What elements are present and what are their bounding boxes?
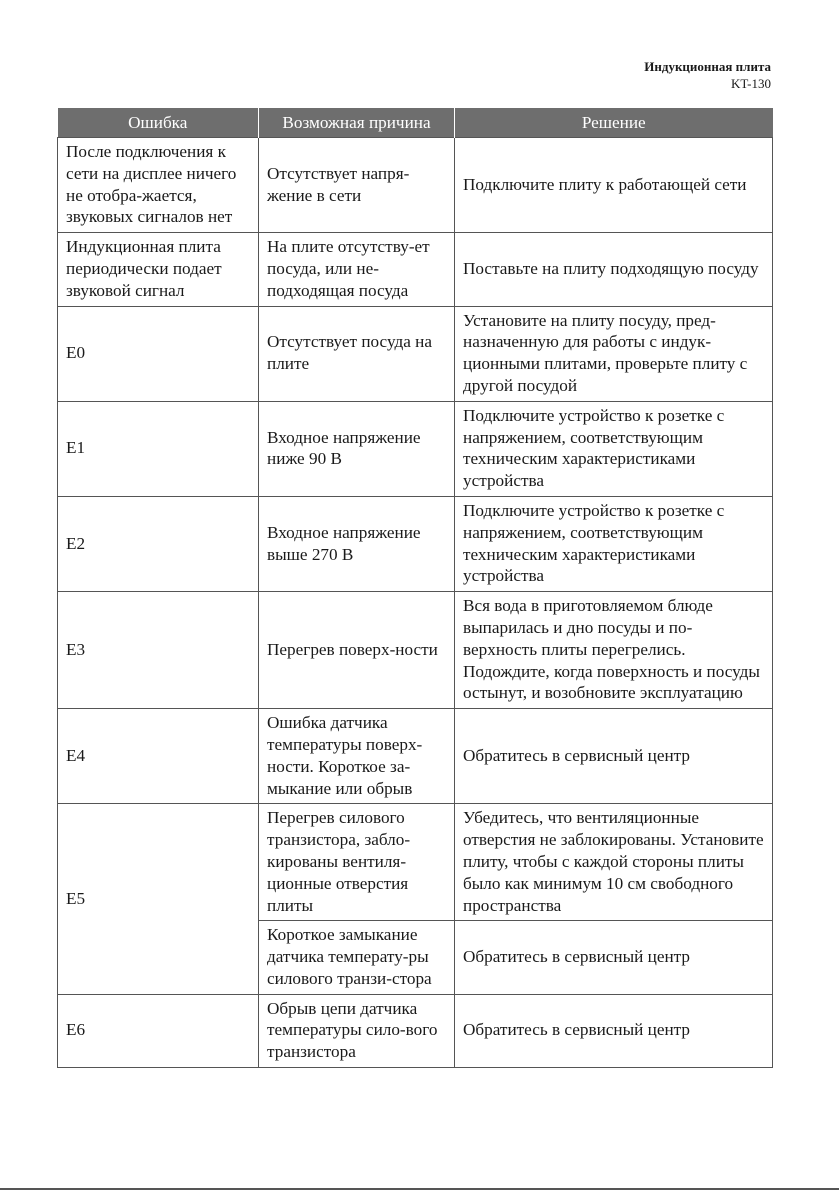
column-header-cause: Возможная причина bbox=[259, 108, 455, 138]
cause-cell: Перегрев поверх-ности bbox=[259, 592, 455, 709]
solution-cell: Убедитесь, что вентиляционные отверстия не заблокированы. Установите плиту, чтобы с каждой стороны плиты было как минимум 10 см свободного пространства bbox=[455, 804, 773, 921]
column-header-error: Ошибка bbox=[58, 108, 259, 138]
cause-cell: Ошибка датчика температуры поверх-ности. Короткое за-мыкание или обрыв bbox=[259, 709, 455, 804]
error-cell: E3 bbox=[58, 592, 259, 709]
error-cell: После подключения к сети на дисплее ничего не отобра-жается, звуковых сигналов нет bbox=[58, 138, 259, 233]
solution-cell: Поставьте на плиту подходящую посуду bbox=[455, 233, 773, 306]
table-row bbox=[58, 138, 773, 233]
error-cell: Индукционная плита периодически подает звуковой сигнал bbox=[58, 233, 259, 306]
error-cell: E4 bbox=[58, 709, 259, 804]
table-row bbox=[58, 306, 773, 401]
cause-cell: Входное напряжение выше 270 В bbox=[259, 496, 455, 591]
cause-cell: Обрыв цепи датчика температуры сило-вого транзистора bbox=[259, 994, 455, 1067]
error-cell: E1 bbox=[58, 401, 259, 496]
cause-cell: Отсутствует напря-жение в сети bbox=[259, 138, 455, 233]
cause-cell: Входное напряжение ниже 90 В bbox=[259, 401, 455, 496]
error-cell: E0 bbox=[58, 306, 259, 401]
page-header bbox=[644, 58, 771, 92]
cause-cell: Короткое замыкание датчика температу-ры силового транзи-стора bbox=[259, 921, 455, 994]
cause-cell: На плите отсутству-ет посуда, или не-подходящая посуда bbox=[259, 233, 455, 306]
product-name: Индукционная плита bbox=[644, 59, 771, 74]
solution-cell: Установите на плиту посуду, пред-назначенную для работы с индук-ционными плитами, проверьте плиту с другой посудой bbox=[455, 306, 773, 401]
table-row bbox=[58, 233, 773, 306]
solution-cell: Вся вода в приготовляемом блюде выпарилась и дно посуды и по-верхность плиты перегрелись. Подождите, когда поверхность и посуды остынут, и возобновите эксплуатацию bbox=[455, 592, 773, 709]
solution-cell: Обратитесь в сервисный центр bbox=[455, 921, 773, 994]
error-codes-table bbox=[57, 108, 773, 1068]
table-row bbox=[58, 709, 773, 804]
table-row bbox=[58, 804, 773, 921]
cause-cell: Перегрев силового транзистора, забло-кированы вентиля-ционные отверстия плиты bbox=[259, 804, 455, 921]
error-cell: E2 bbox=[58, 496, 259, 591]
solution-cell: Подключите плиту к работающей сети bbox=[455, 138, 773, 233]
solution-cell: Обратитесь в сервисный центр bbox=[455, 994, 773, 1067]
table-row bbox=[58, 994, 773, 1067]
solution-cell: Обратитесь в сервисный центр bbox=[455, 709, 773, 804]
cause-cell: Отсутствует посуда на плите bbox=[259, 306, 455, 401]
solution-cell: Подключите устройство к розетке с напряжением, соответствующим техническим характеристиками устройства bbox=[455, 496, 773, 591]
column-header-solution: Решение bbox=[455, 108, 773, 138]
table-row bbox=[58, 496, 773, 591]
error-cell: E6 bbox=[58, 994, 259, 1067]
model-number: KT-130 bbox=[731, 76, 771, 91]
error-cell: E5 bbox=[58, 804, 259, 994]
page-bottom-rule bbox=[0, 1188, 839, 1190]
table-header-row bbox=[58, 108, 773, 138]
solution-cell: Подключите устройство к розетке с напряжением, соответствующим техническим характеристиками устройства bbox=[455, 401, 773, 496]
table-row bbox=[58, 592, 773, 709]
table-row bbox=[58, 401, 773, 496]
table-body bbox=[58, 138, 773, 1068]
